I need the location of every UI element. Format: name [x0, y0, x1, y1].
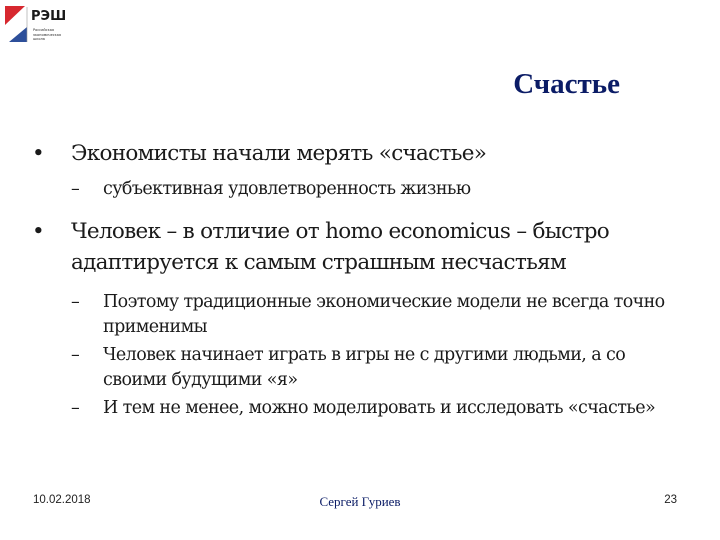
page-number: 23 — [664, 494, 677, 506]
sub-bullet-item — [32, 177, 682, 202]
sub-bullet-item — [32, 290, 682, 340]
bullet-icon: • — [32, 219, 44, 244]
dash-icon: – — [71, 398, 80, 418]
logo-tagline-line: экономическая — [33, 32, 62, 37]
sub-bullet-item — [32, 343, 682, 393]
sub-bullet-text: субъективная удовлетворенность жизнью — [103, 179, 471, 199]
logo-tagline-line: школа — [33, 37, 45, 41]
footer-author: Сергей Гуриев — [319, 494, 401, 509]
dash-icon: – — [71, 345, 80, 365]
footer-date: 10.02.2018 — [33, 494, 91, 506]
sub-bullet-text: Человек начинает играть в игры не с другими людьми, а со своими будущими «я» — [103, 345, 626, 390]
slide-title: Счастье — [513, 68, 620, 100]
bullet-text: Человек – в отличие от homo economicus – быстро адаптируется к самым страшным несчастьям — [71, 219, 610, 275]
logo-tagline — [33, 28, 83, 42]
logo — [5, 6, 85, 46]
bullet-item — [32, 216, 682, 278]
logo-name: РЭШ — [31, 9, 67, 24]
dash-icon: – — [71, 292, 80, 312]
bullet-text: Экономисты начали мерять «счастье» — [71, 141, 487, 166]
slide-body — [32, 138, 682, 421]
bullet-item — [32, 138, 682, 169]
sub-bullet-item — [32, 396, 682, 421]
logo-tagline-line: Российская — [33, 28, 54, 32]
sub-bullet-text: И тем не менее, можно моделировать и исследовать «счастье» — [103, 398, 656, 418]
dash-icon: – — [71, 179, 80, 199]
sub-bullet-text: Поэтому традиционные экономические модели не всегда точно применимы — [103, 292, 665, 337]
bullet-icon: • — [32, 141, 44, 166]
